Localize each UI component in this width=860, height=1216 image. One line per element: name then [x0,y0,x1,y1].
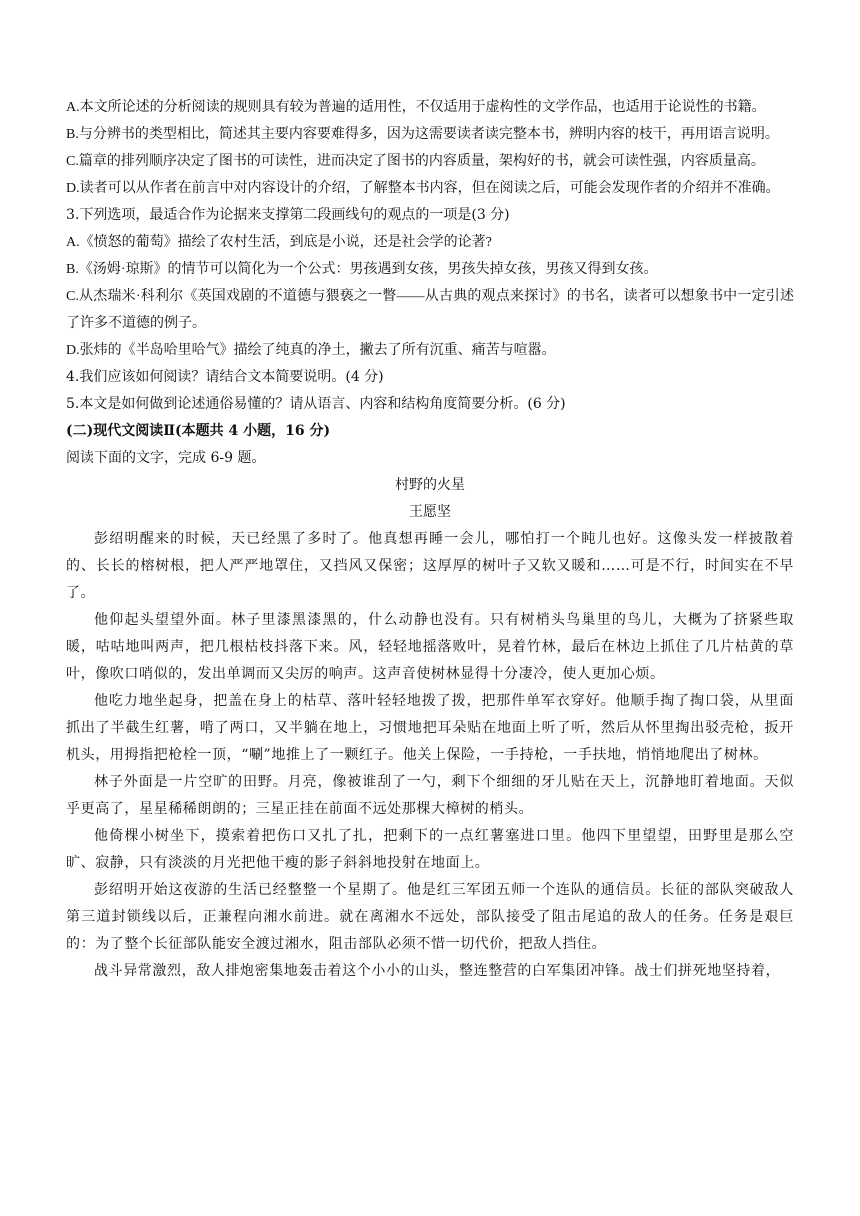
story-paragraph: 他倚棵小树坐下，摸索着把伤口又扎了扎，把剩下的一点红薯塞进口里。他四下里望望，田野里是那么空旷、寂静，只有淡淡的月光把他干瘦的影子斜斜地投射在地面上。 [66,828,794,871]
story-paragraph: 战斗异常激烈，敌人排炮密集地轰击着这个小小的山头，整连整营的白军集团冲锋。战士们拼死地坚持着， [94,963,781,979]
story-title: 村野的火星 [395,477,465,493]
question-3-option-c: C.从杰瑞米·科利尔《英国戏剧的不道德与猥亵之一瞥——从古典的观点来探讨》的书名，读者可以想象书中一定引述了许多不道德的例子。 [66,289,794,331]
question-3-option-a: A.《愤怒的葡萄》描绘了农村生活，到底是小说，还是社会学的论著? [66,235,492,250]
question-3: 3.下列选项，最适合作为论据来支撑第二段画线句的观点的一项是(3 分) [66,207,510,223]
option-c: C.篇章的排列顺序决定了图书的可读性，进而决定了图书的内容质量，架构好的书，就会可读性强，内容质量高。 [66,154,765,169]
story-paragraph: 彭绍明醒来的时候，天已经黑了多时了。他真想再睡一会儿，哪怕打一个盹儿也好。这像头发一样披散着的、长长的榕树根，把人严严地罩住，又挡风又保密；这厚厚的树叶子又软又暖和……可是不行，时间实在不早了。 [66,531,794,601]
story-author: 王愿坚 [409,504,451,520]
option-a: A.本文所论述的分析阅读的规则具有较为普遍的适用性，不仅适用于虚构性的文学作品，也适用于论说性的书籍。 [66,100,766,115]
option-b: B.与分辨书的类型相比，简述其主要内容要难得多，因为这需要读者读完整本书，辨明内容的枝干，再用语言说明。 [66,127,779,142]
document-page [66,94,794,985]
story-paragraph: 彭绍明开始这夜游的生活已经整整一个星期了。他是红三军团五师一个连队的通信员。长征的部队突破敌人第三道封锁线以后，正兼程向湘水前进。就在离湘水不远处，部队接受了阻击尾追的敌人的任务。任务是艰巨的：为了整个长征部队能安全渡过湘水，阻击部队必须不惜一切代价，把敌人挡住。 [66,882,794,952]
question-3-option-d: D.张炜的《半岛哈里哈气》描绘了纯真的净土，撇去了所有沉重、痛苦与喧嚣。 [66,343,556,358]
story-paragraph: 林子外面是一片空旷的田野。月亮，像被谁刮了一勺，剩下个细细的牙儿贴在天上，沉静地盯着地面。天似乎更高了，星星稀稀朗朗的；三星正挂在前面不远处那棵大樟树的梢头。 [66,774,794,817]
section-heading: (二)现代文阅读Ⅱ(本题共 4 小题，16 分) [66,423,331,439]
question-5: 5.本文是如何做到论述通俗易懂的？请从语言、内容和结构角度简要分析。(6 分) [66,396,566,412]
section-instruction: 阅读下面的文字，完成 6-9 题。 [66,450,266,466]
story-paragraph: 他仰起头望望外面。林子里漆黑漆黑的，什么动静也没有。只有树梢头鸟巢里的鸟儿，大概为了挤紧些取暖，咕咕地叫两声，把几根枯枝抖落下来。风，轻轻地摇落败叶，晃着竹林，最后在林边上抓住了几片枯黄的草叶，像吹口哨似的，发出单调而又尖厉的响声。这声音使树林显得十分凄冷，使人更加心烦。 [66,612,794,682]
question-4: 4.我们应该如何阅读？请结合文本简要说明。(4 分) [66,369,384,385]
story-paragraph: 他吃力地坐起身，把盖在身上的枯草、落叶轻轻地拨了拨，把那件单军衣穿好。他顺手掏了掏口袋，从里面抓出了半截生红薯，啃了两口，又半躺在地上，习惯地把耳朵贴在地面上听了听，然后从怀里掏出驳壳枪，扳开机头，用拇指把枪栓一顶，“唰”地推上了一颗红子。他关上保险，一手持枪，一手扶地，悄悄地爬出了树林。 [66,693,794,763]
question-3-option-b: B.《汤姆·琼斯》的情节可以简化为一个公式：男孩遇到女孩，男孩失掉女孩，男孩又得到女孩。 [66,262,658,277]
option-d: D.读者可以从作者在前言中对内容设计的介绍，了解整本书内容，但在阅读之后，可能会发现作者的介绍并不准确。 [66,181,780,196]
